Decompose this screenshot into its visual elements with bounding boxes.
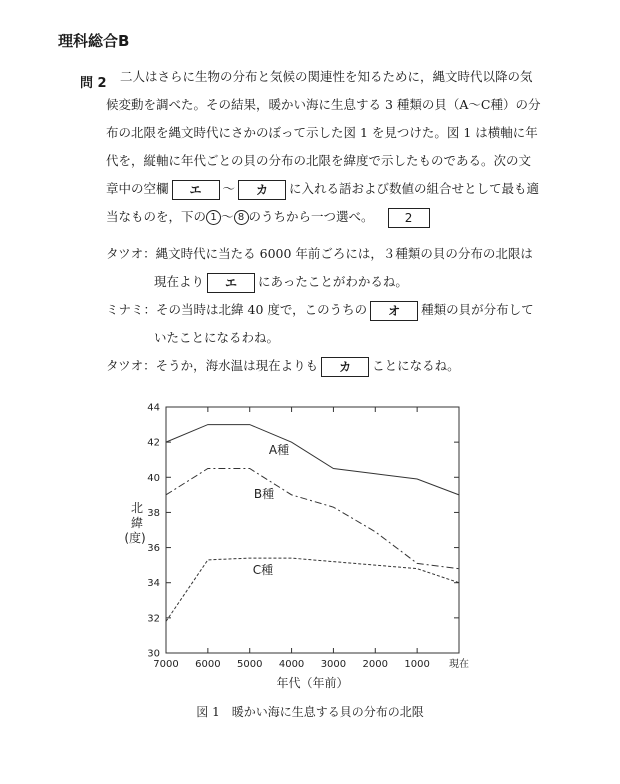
question-number: 問 2 [80,76,107,91]
y-tick-label: 40 [147,472,160,484]
question-line-6a: 当なものを，下の [106,209,207,224]
tilde: 〜 [222,181,236,196]
dialog-blank-ka: カ [321,357,369,377]
dialog-blank-e: エ [207,273,255,293]
series-line-a [166,425,459,495]
question-line-6b: のうちから一つ選べ。 [248,209,374,224]
y-tick-label: 30 [147,648,160,660]
y-tick-label: 36 [147,543,160,555]
circled-8: 8 [234,210,249,225]
question-line-2: 候変動を調べた。その結果，暖かい海に生息する 3 種類の貝（A〜C種）の分 [106,97,541,112]
series-line-c [166,558,459,621]
dialog-text: にあったことがわかるね。 [258,274,408,289]
figure-caption: 図 1 暖かい海に生息する貝の分布の北限 [196,705,424,719]
plot-frame [166,407,459,653]
dialog-text: その当時は北緯 40 度で，このうちの [156,302,368,317]
x-tick-label: 2000 [362,659,389,670]
question-line-1: 二人はさらに生物の分布と気候の関連性を知るために，縄文時代以降の気 [120,69,533,84]
series-label-b: B種 [253,487,275,501]
question-line-5b: に入れる語および数値の組合せとして最も適 [289,181,540,196]
question-line-5a: 章中の空欄 [106,181,169,196]
dialog-text: 種類の貝が分布して [421,302,534,317]
dialog-text: 現在より [154,274,205,289]
question-line-3: 布の北限を縄文時代にさかのぼって示した図 1 を見つけた。図 1 は横軸に年 [106,125,538,140]
y-tick-label: 44 [147,402,160,414]
series-label-a: A種 [268,443,290,457]
speaker-tatsuo: タツオ： [106,358,156,373]
y-tick-label: 42 [147,437,160,449]
series-line-b [166,469,459,569]
x-axis-label: 年代（年前） [276,676,349,690]
x-tick-label: 4000 [278,659,305,670]
y-tick-label: 32 [147,613,160,625]
x-tick-label: 3000 [320,659,347,670]
chart-axes [166,407,459,653]
speaker-tatsuo: タツオ： [106,246,156,261]
dialog-blank-o: オ [370,301,418,321]
y-axis-label: 北緯(度) [124,501,146,545]
circled-1: 1 [206,210,221,225]
x-tick-label: 現在 [449,659,469,670]
x-tick-label: 1000 [404,659,430,670]
x-tick-label: 5000 [236,659,263,670]
subject-title: 理科総合B [58,32,130,50]
x-tick-label: 6000 [195,659,221,670]
range-tilde: 〜 [221,209,234,224]
speaker-minami: ミナミ： [106,302,157,317]
series-label-c: C種 [252,563,274,577]
dialog-text: そうか，海水温は現在よりも [155,358,319,373]
question-line-4: 代を，縦軸に年代ごとの貝の分布の北限を緯度で示したものである。次の文 [106,153,532,168]
chart-series [166,425,459,622]
dialog-text: 縄文時代に当たる 6000 年前ごろには，３種類の貝の分布の北限は [155,246,533,261]
answer-number-box: 2 [388,208,430,228]
y-tick-label: 38 [147,507,160,519]
dialog-text: ことになるね。 [372,358,460,373]
y-tick-label: 34 [147,578,160,590]
x-tick-label: 7000 [153,659,179,670]
dialog-text: いたことになるわね。 [154,330,280,345]
blank-ka: カ [238,180,286,200]
blank-e: エ [172,180,220,200]
